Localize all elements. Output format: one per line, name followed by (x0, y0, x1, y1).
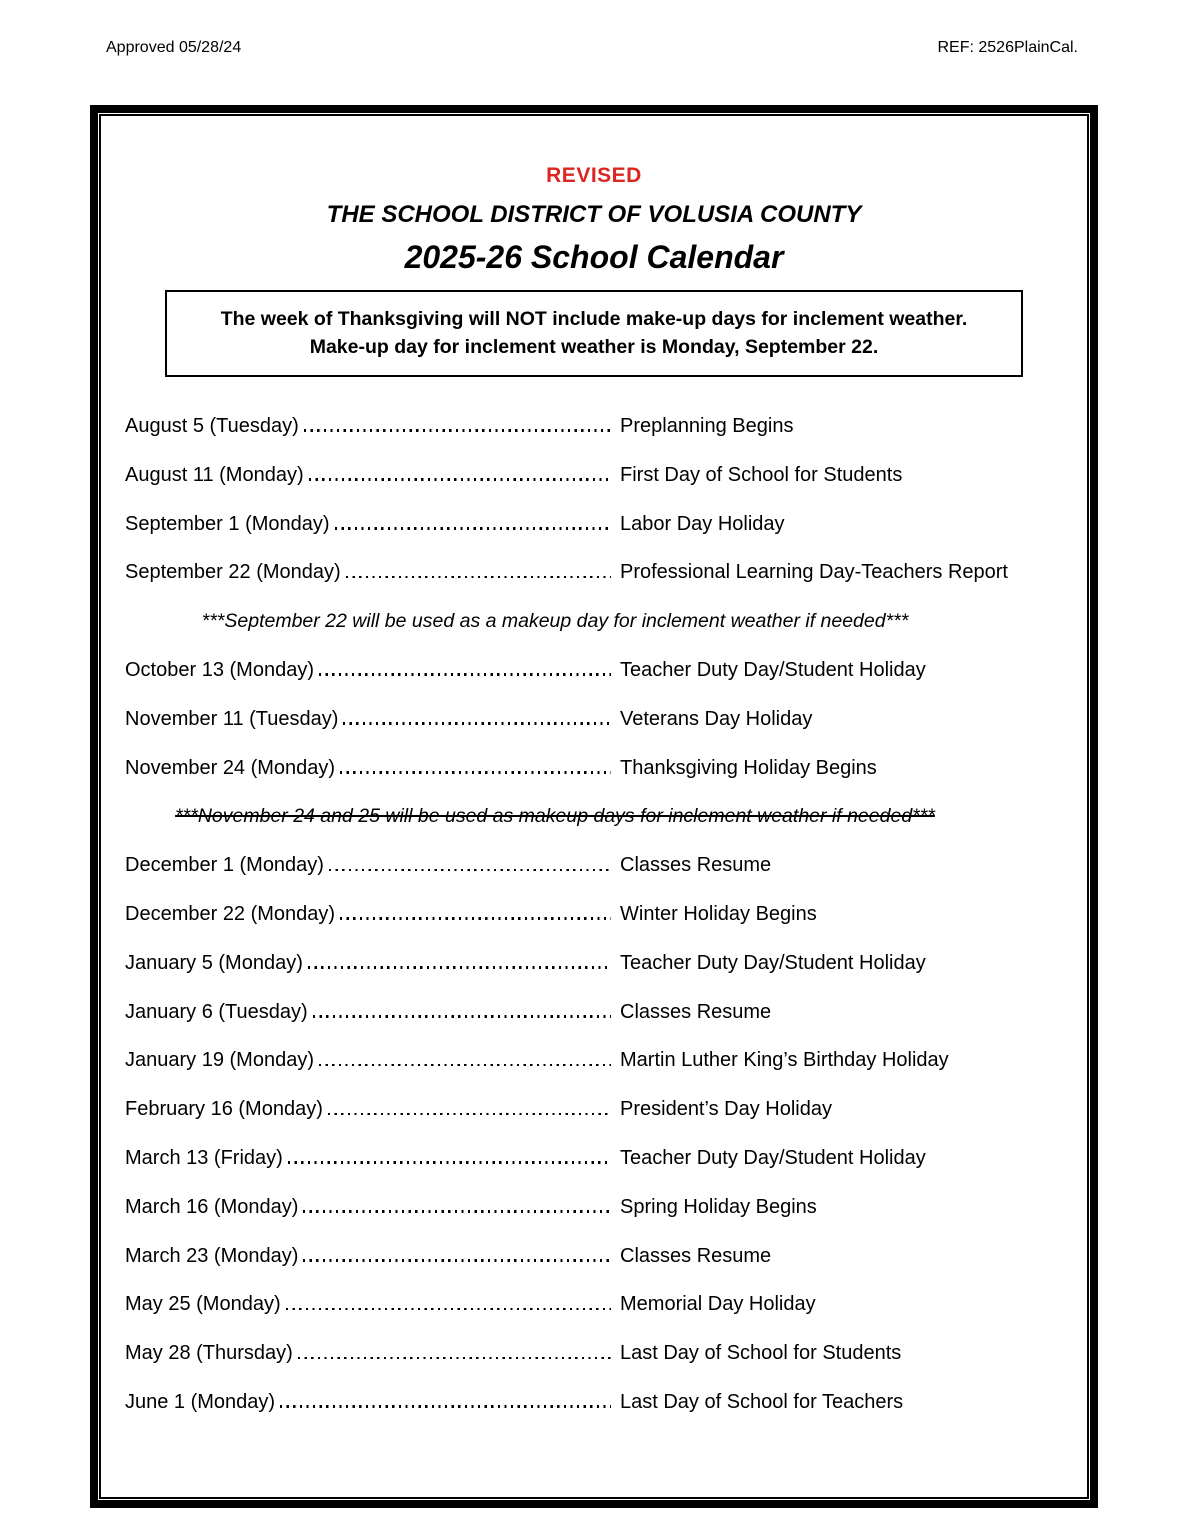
entry-date-label: May 25 (Monday) (125, 1293, 281, 1316)
calendar-entry-row (125, 1002, 1077, 1022)
calendar-entry-row (125, 904, 1077, 924)
entry-date-label: December 1 (Monday) (125, 854, 324, 877)
document-border-frame (90, 105, 1098, 1508)
entry-description: Classes Resume (620, 1244, 772, 1267)
calendar-entry-row (125, 1294, 1077, 1314)
calendar-entry-left (125, 904, 620, 924)
calendar-entry-row (125, 416, 1077, 436)
entry-date-label: May 28 (Thursday) (125, 1342, 293, 1365)
entry-description: Veterans Day Holiday (620, 707, 813, 730)
calendar-entry-list (101, 416, 1087, 1412)
page-header (106, 39, 1078, 57)
calendar-note-row (125, 806, 1077, 826)
calendar-title: 2025-26 School Calendar (404, 239, 784, 275)
entry-description: Last Day of School for Teachers (620, 1390, 904, 1413)
revised-label: REVISED (546, 164, 642, 187)
entry-date-label: September 22 (Monday) (125, 561, 341, 584)
notice-line-1: The week of Thanksgiving will NOT include make-up days for inclement weather. (220, 308, 968, 330)
entry-description: Teacher Duty Day/Student Holiday (620, 951, 926, 974)
entry-date-label: March 13 (Friday) (125, 1146, 283, 1169)
calendar-entry-left (125, 709, 620, 729)
dot-leader (303, 1259, 611, 1262)
calendar-entry-left (125, 1246, 620, 1266)
district-title: THE SCHOOL DISTRICT OF VOLUSIA COUNTY (326, 201, 862, 228)
calendar-entry-row (125, 1392, 1077, 1412)
calendar-entry-left (125, 758, 620, 778)
dot-leader (288, 1161, 611, 1164)
dot-leader (335, 527, 611, 530)
calendar-entry-row (125, 1197, 1077, 1217)
calendar-entry-left (125, 953, 620, 973)
entry-date-label: October 13 (Monday) (125, 658, 314, 681)
dot-leader (303, 1210, 611, 1213)
calendar-entry-left (125, 1392, 620, 1412)
calendar-entry-left (125, 1099, 620, 1119)
entry-date-label: March 23 (Monday) (125, 1244, 299, 1267)
calendar-entry-row (125, 514, 1077, 534)
notice-box (165, 290, 1023, 377)
entry-description: Classes Resume (620, 854, 772, 877)
dot-leader (280, 1405, 611, 1408)
calendar-note-text: ***September 22 will be used as a makeup day for inclement weather if needed*** (201, 610, 909, 633)
dot-leader (304, 429, 611, 432)
dot-leader (346, 576, 611, 579)
dot-leader (329, 869, 611, 872)
dot-leader (298, 1357, 611, 1360)
dot-leader (319, 1064, 611, 1067)
calendar-entry-row (125, 1050, 1077, 1070)
calendar-note-text: ***November 24 and 25 will be used as makeup days for inclement weather if needed*** (175, 805, 935, 828)
entry-description: Thanksgiving Holiday Begins (620, 756, 877, 779)
calendar-entry-row (125, 709, 1077, 729)
entry-description: Teacher Duty Day/Student Holiday (620, 1146, 926, 1169)
entry-date-label: August 5 (Tuesday) (125, 415, 299, 437)
notice-line-2: Make-up day for inclement weather is Monday, September 22. (309, 336, 879, 358)
entry-description: Spring Holiday Begins (620, 1195, 817, 1218)
entry-date-label: February 16 (Monday) (125, 1098, 323, 1121)
entry-description: Last Day of School for Students (620, 1342, 902, 1365)
dot-leader (308, 966, 611, 969)
entry-date-label: November 24 (Monday) (125, 756, 336, 779)
calendar-entry-left (125, 855, 620, 875)
entry-date-label: January 19 (Monday) (125, 1049, 314, 1072)
dot-leader (319, 673, 611, 676)
entry-description: Labor Day Holiday (620, 512, 785, 535)
entry-date-label: January 6 (Tuesday) (125, 1000, 308, 1023)
calendar-entry-row (125, 562, 1077, 582)
calendar-entry-row (125, 1148, 1077, 1168)
entry-description: President’s Day Holiday (620, 1098, 832, 1121)
calendar-entry-row (125, 660, 1077, 680)
entry-date-label: June 1 (Monday) (125, 1390, 276, 1413)
approved-date-text: Approved 05/28/24 (106, 39, 242, 56)
entry-date-label: December 22 (Monday) (125, 902, 336, 925)
dot-leader (343, 722, 611, 725)
calendar-entry-left (125, 660, 620, 680)
calendar-entry-row (125, 465, 1077, 485)
calendar-entry-left (125, 416, 620, 436)
calendar-entry-left (125, 1148, 620, 1168)
calendar-entry-left (125, 1294, 620, 1314)
entry-date-label: January 5 (Monday) (125, 951, 303, 974)
dot-leader (286, 1308, 611, 1311)
calendar-entry-left (125, 1002, 620, 1022)
dot-leader (340, 771, 611, 774)
calendar-entry-row (125, 1099, 1077, 1119)
entry-description: Preplanning Begins (620, 415, 794, 437)
entry-description: First Day of School for Students (620, 463, 903, 486)
calendar-entry-row (125, 758, 1077, 778)
calendar-entry-left (125, 514, 620, 534)
entry-description: Classes Resume (620, 1000, 772, 1023)
entry-date-label: March 16 (Monday) (125, 1195, 299, 1218)
entry-description: Memorial Day Holiday (620, 1293, 816, 1316)
calendar-entry-left (125, 1197, 620, 1217)
entry-description: Professional Learning Day-Teachers Report (620, 561, 1008, 584)
entry-date-label: August 11 (Monday) (125, 463, 304, 486)
calendar-entry-row (125, 953, 1077, 973)
calendar-entry-left (125, 562, 620, 582)
entry-date-label: September 1 (Monday) (125, 512, 330, 535)
dot-leader (328, 1113, 611, 1116)
dot-leader (313, 1015, 611, 1018)
calendar-entry-left (125, 1050, 620, 1070)
reference-text: REF: 2526PlainCal. (937, 39, 1078, 56)
calendar-entry-left (125, 1343, 620, 1363)
entry-description: Teacher Duty Day/Student Holiday (620, 658, 926, 681)
entry-date-label: November 11 (Tuesday) (125, 707, 339, 730)
dot-leader (340, 917, 611, 920)
calendar-entry-row (125, 855, 1077, 875)
entry-description: Martin Luther King’s Birthday Holiday (620, 1049, 949, 1072)
dot-leader (309, 478, 611, 481)
entry-description: Winter Holiday Begins (620, 902, 817, 925)
calendar-note-row (125, 611, 1077, 631)
calendar-entry-row (125, 1246, 1077, 1266)
calendar-entry-row (125, 1343, 1077, 1363)
calendar-entry-left (125, 465, 620, 485)
document-content-area (99, 114, 1089, 1499)
